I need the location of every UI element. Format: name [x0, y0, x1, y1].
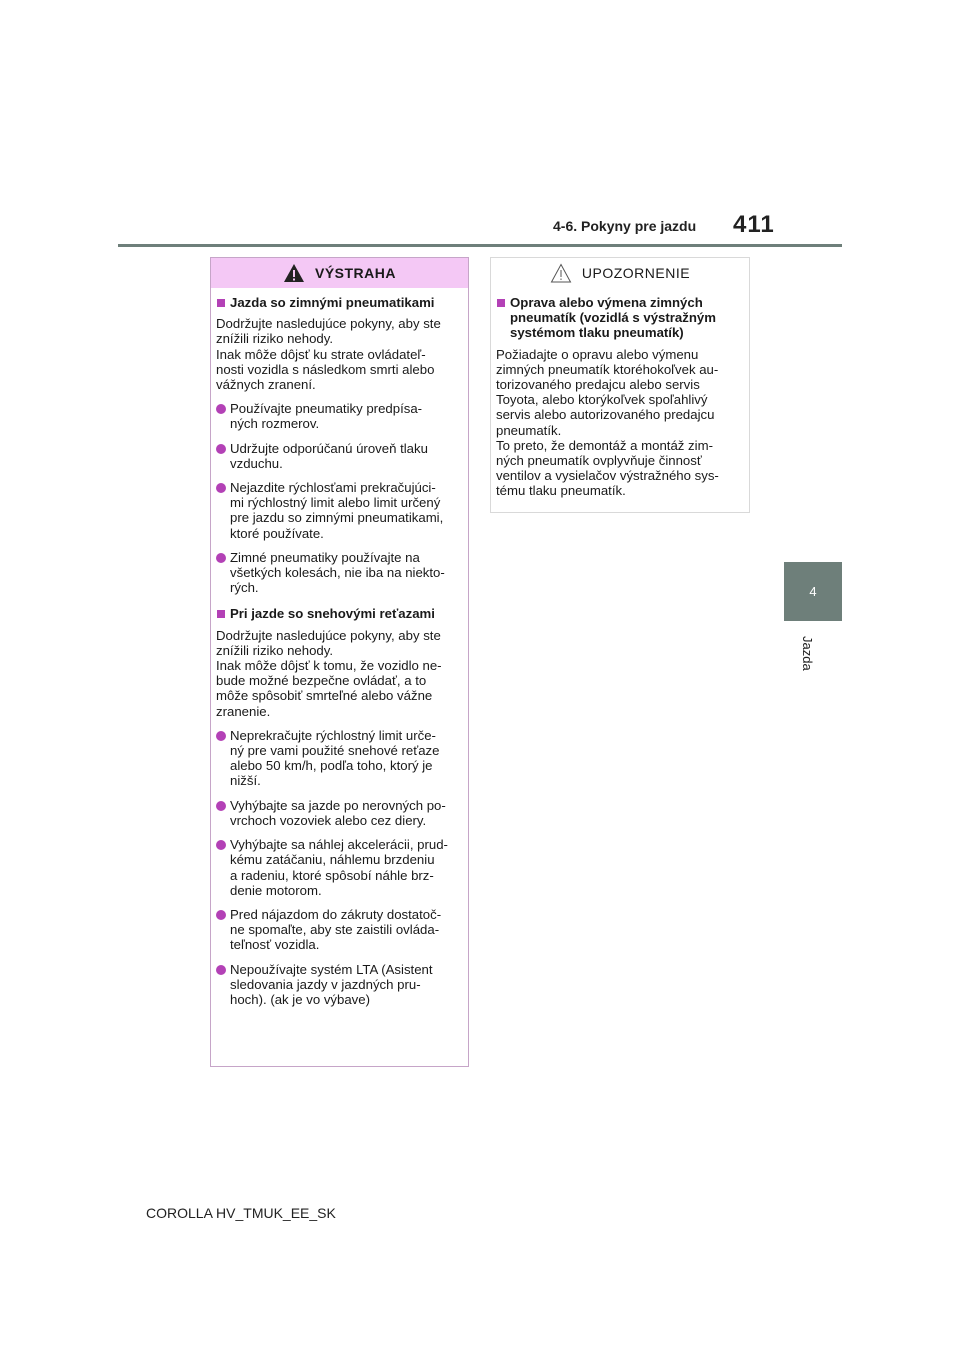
- list-item: [216, 837, 463, 898]
- bullet-dot-icon: [216, 910, 226, 920]
- warning-title: VÝSTRAHA: [314, 265, 396, 281]
- square-bullet-icon: [497, 299, 505, 307]
- footer-model-code: COROLLA HV_TMUK_EE_SK: [146, 1205, 336, 1221]
- notice-header: [491, 258, 749, 288]
- warning-subheading-1: [216, 295, 463, 310]
- bullet-dot-icon: [216, 553, 226, 563]
- notice-box: [490, 257, 750, 513]
- warning-box: [210, 257, 469, 1067]
- square-bullet-icon: [217, 299, 225, 307]
- list-item: [216, 962, 463, 1008]
- bullet-dot-icon: [216, 731, 226, 741]
- warning-intro-1: Dodržujte nasledujúce pokyny, aby ste znížili riziko nehody. Inak môže dôjsť ku strate ovládateľ- nosti vozidla s následkom smrti alebo vážnych zranení.: [216, 316, 441, 393]
- list-item: [216, 480, 463, 541]
- notice-subheading: [496, 295, 744, 341]
- warning-intro-2: Dodržujte nasledujúce pokyny, aby ste znížili riziko nehody. Inak môže dôjsť k tomu, že vozidlo ne- bude možné bezpečne ovládať, a to môže spôsobiť smrteľné alebo vážne zranenie.: [216, 627, 442, 719]
- bullet-dot-icon: [216, 444, 226, 454]
- warning-header: [211, 258, 468, 288]
- subheading-text: Pri jazde so snehovými reťazami: [230, 606, 435, 622]
- warning-triangle-icon: [283, 263, 305, 283]
- list-item: [216, 401, 463, 431]
- header-divider: [118, 244, 842, 247]
- notice-title: UPOZORNENIE: [581, 265, 691, 281]
- list-item-text: Neprekračujte rýchlostný limit urče- ný pre vami použité snehové reťaze alebo 50 km/h, podľa toho, ktorý je nižší.: [230, 727, 440, 789]
- list-item: [216, 728, 463, 789]
- list-item-text: Vyhýbajte sa jazde po nerovných po- vrchoch vozoviek alebo cez diery.: [230, 797, 446, 828]
- list-item: [216, 907, 463, 953]
- bullet-dot-icon: [216, 801, 226, 811]
- list-item: [216, 550, 463, 596]
- list-item-text: Zimné pneumatiky používajte na všetkých kolesách, nie iba na niekto- rých.: [230, 549, 445, 596]
- chapter-label: [783, 636, 843, 676]
- warning-subheading-2: [216, 606, 463, 621]
- list-item-text: Vyhýbajte sa náhlej akcelerácii, prud- kému zatáčaniu, náhlemu brzdeniu a radeniu, ktoré spôsobí náhle brz- denie motorom.: [230, 837, 448, 898]
- chapter-tab[interactable]: [784, 562, 842, 621]
- caution-triangle-icon: [550, 263, 572, 283]
- list-item: [216, 798, 463, 828]
- list-item: [216, 441, 463, 471]
- bullet-dot-icon: [216, 965, 226, 975]
- warning-content: [211, 288, 468, 1007]
- page-number: 411: [733, 211, 775, 238]
- list-item-text: Nejazdite rýchlosťami prekračujúci- mi rýchlostný limit alebo limit určený pre jazdu so zimnými pneumatikami, ktoré používate.: [230, 480, 444, 541]
- bullet-dot-icon: [216, 404, 226, 414]
- subheading-text: Jazda so zimnými pneumatikami: [230, 295, 435, 310]
- square-bullet-icon: [217, 610, 225, 618]
- bullet-dot-icon: [216, 840, 226, 850]
- subheading-text: Oprava alebo výmena zimných pneumatík (vozidlá s výstražným systémom tlaku pneumatík): [510, 295, 716, 341]
- notice-content: [491, 288, 749, 499]
- section-title: 4-6. Pokyny pre jazdu: [553, 218, 697, 234]
- list-item-text: Udržujte odporúčanú úroveň tlaku vzduchu.: [230, 440, 428, 471]
- chapter-tab-number: 4: [809, 584, 817, 599]
- bullet-dot-icon: [216, 483, 226, 493]
- list-item-text: Používajte pneumatiky predpísa- ných rozmerov.: [230, 401, 423, 432]
- chapter-label-text: Jazda: [800, 636, 815, 671]
- list-item-text: Nepoužívajte systém LTA (Asistent sledovania jazdy v jazdných pru- hoch). (ak je vo výbave): [230, 961, 433, 1007]
- list-item-text: Pred nájazdom do zákruty dostatoč- ne spomaľte, aby ste zaistili ovláda- teľnosť vozidla.: [230, 906, 442, 953]
- notice-body: Požiadajte o opravu alebo výmenu zimných pneumatík ktoréhokoľvek au- torizovaného predajcu alebo servis Toyota, alebo ktorýkoľvek spoľahlivý servis alebo autorizovaného predajcu pneumatík. To preto, že demontáž a montáž zim- ných pneumatík ovplyvňuje činnosť ventilov a vysielačov výstražného sys- tému tlaku pneumatík.: [496, 346, 719, 499]
